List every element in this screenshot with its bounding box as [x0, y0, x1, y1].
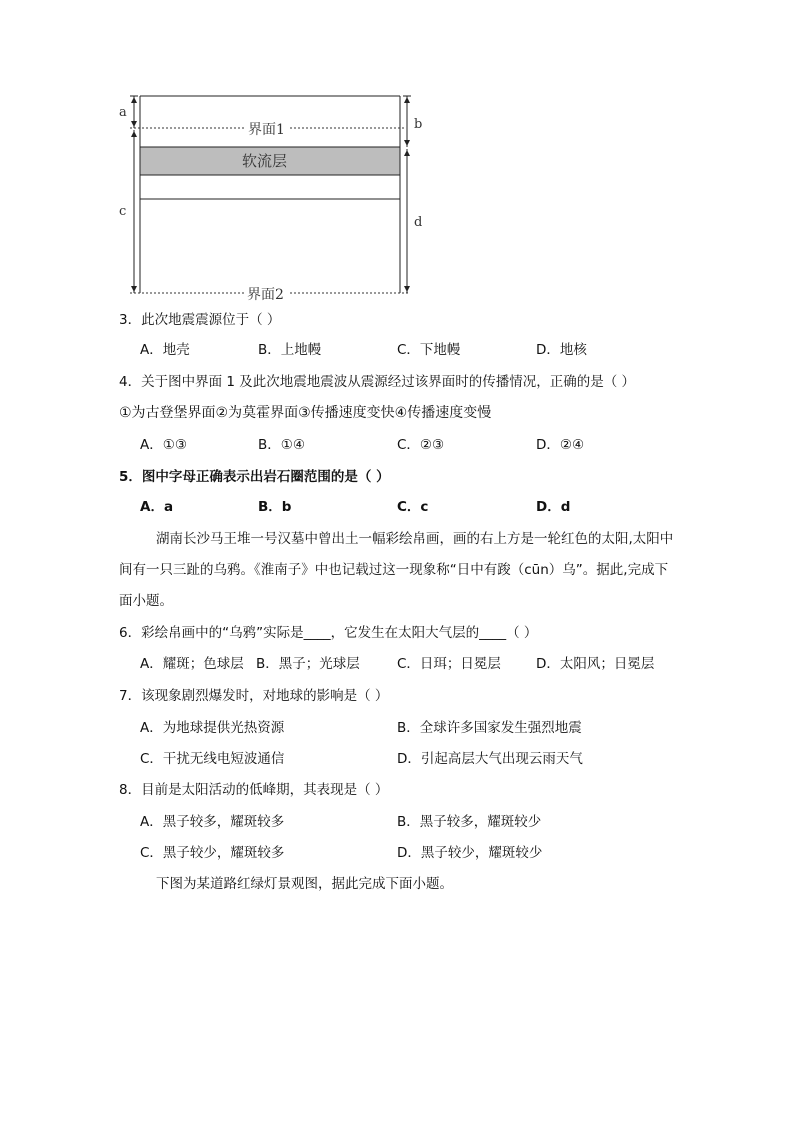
question-5-stem: 5．图中字母正确表示出岩石圈范围的是（ ）: [119, 469, 390, 485]
q8-option-b[interactable]: B．黑子较多，耀斑较少: [397, 814, 542, 830]
q5-option-b[interactable]: B．b: [258, 499, 292, 515]
passage-traffic-light: 下图为某道路红绿灯景观图，据此完成下面小题。: [156, 876, 453, 892]
interface2-label: 界面2: [247, 287, 284, 303]
q8-option-a[interactable]: A．黑子较多，耀斑较多: [140, 814, 285, 830]
q6-option-a[interactable]: A．耀斑；色球层: [140, 656, 244, 672]
q5-option-a[interactable]: A．a: [140, 499, 174, 515]
asthenosphere-label: 软流层: [242, 152, 288, 170]
q3-option-b[interactable]: B．上地幔: [258, 342, 322, 358]
question-4-stem: 4．关于图中界面 1 及此次地震地震波从震源经过该界面时的传播情况，正确的是（ ）: [119, 374, 636, 390]
question-7-stem: 7．该现象剧烈爆发时，对地球的影响是（ ）: [119, 688, 389, 704]
q5-option-d[interactable]: D．d: [536, 499, 571, 515]
q8-option-c[interactable]: C．黑子较少，耀斑较多: [140, 845, 285, 861]
q4-option-b[interactable]: B．①④: [258, 437, 305, 453]
q7-option-c[interactable]: C．干扰无线电短波通信: [140, 751, 285, 767]
q3-option-d[interactable]: D．地核: [536, 342, 587, 358]
label-b: b: [414, 117, 423, 132]
q4-option-d[interactable]: D．②④: [536, 437, 585, 453]
q6-option-b[interactable]: B．黑子；光球层: [256, 656, 360, 672]
question-6-stem: 6．彩绘帛画中的“乌鸦”实际是____，它发生在太阳大气层的____（ ）: [119, 625, 538, 641]
label-a: a: [119, 105, 127, 120]
q4-option-c[interactable]: C．②③: [397, 437, 445, 453]
q7-option-d[interactable]: D．引起高层大气出现云雨天气: [397, 751, 583, 767]
q7-option-b[interactable]: B．全球许多国家发生强烈地震: [397, 720, 582, 736]
interface1-label: 界面1: [248, 122, 285, 138]
q6-option-c[interactable]: C．日珥；日冕层: [397, 656, 501, 672]
question-8-stem: 8．目前是太阳活动的低峰期，其表现是（ ）: [119, 782, 389, 798]
q5-option-c[interactable]: C．c: [397, 499, 429, 515]
q3-option-a[interactable]: A．地壳: [140, 342, 190, 358]
earth-structure-diagram: [115, 88, 430, 303]
q4-option-a[interactable]: A．①③: [140, 437, 187, 453]
q8-option-d[interactable]: D．黑子较少，耀斑较少: [397, 845, 543, 861]
question-3-stem: 3．此次地震震源位于（ ）: [119, 312, 281, 328]
q7-option-a[interactable]: A．为地球提供光热资源: [140, 720, 285, 736]
q4-statements: ①为古登堡界面②为莫霍界面③传播速度变快④传播速度变慢: [119, 405, 492, 421]
label-d: d: [414, 215, 423, 230]
q3-option-c[interactable]: C．下地幔: [397, 342, 461, 358]
label-c: c: [119, 204, 127, 219]
q6-option-d[interactable]: D．太阳风；日冕层: [536, 656, 655, 672]
passage-mawangdui: 湖南长沙马王堆一号汉墓中曾出土一幅彩绘帛画，画的右上方是一轮红色的太阳,太阳中间有一只三趾的乌鸦。《淮南子》中也记载过这一现象称“日中有踆（cūn）乌”。据此,完成下面小题。: [119, 531, 674, 609]
